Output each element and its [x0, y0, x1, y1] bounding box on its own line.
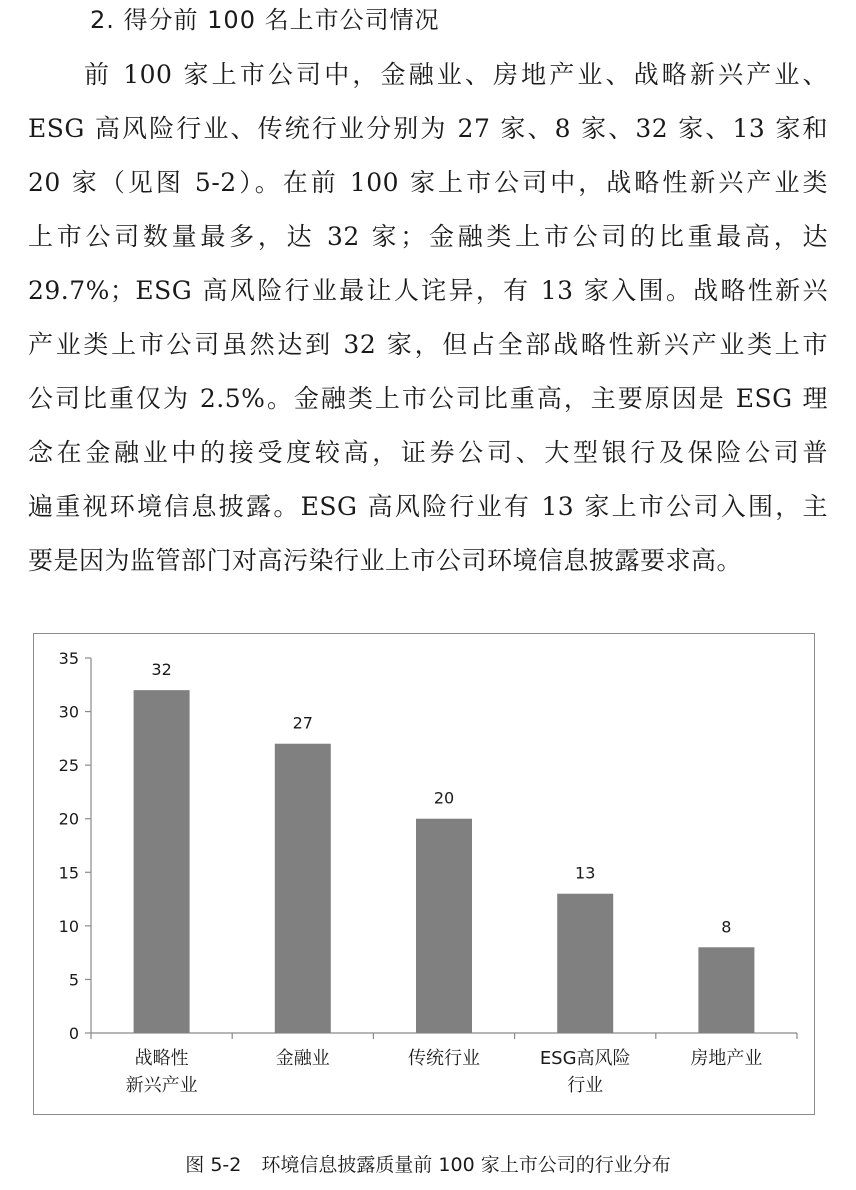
x-category-label: 传统行业	[408, 1048, 480, 1069]
paragraph-line: 29.7%；ESG 高风险行业最让人诧异，有 13 家入围。战略性新兴	[28, 276, 828, 305]
data-label: 20	[433, 788, 455, 808]
bar	[416, 819, 472, 1033]
bar	[275, 744, 331, 1033]
figure-title: 环境信息披露质量前 100 家上市公司的行业分布	[261, 1154, 671, 1176]
bar-chart	[33, 633, 815, 1115]
paragraph-line: 公司比重仅为 2.5%。金融类上市公司比重高，主要原因是 ESG 理	[28, 384, 828, 413]
y-tick-label: 5	[68, 970, 79, 990]
data-label: 27	[292, 713, 313, 733]
paragraph-line: 前 100 家上市公司中，金融业、房地产业、战略新兴产业、	[84, 60, 828, 89]
paragraph-line: 念在金融业中的接受度较高，证券公司、大型银行及保险公司普	[28, 438, 828, 467]
bar	[698, 947, 754, 1033]
x-category-label: ESG高风险	[539, 1048, 631, 1069]
figure-caption	[0, 1150, 856, 1180]
y-tick-label: 20	[58, 809, 79, 829]
paragraph-line: 产业类上市公司虽然达到 32 家，但占全部战略性新兴产业类上市	[28, 330, 828, 359]
y-tick-label: 25	[58, 756, 79, 776]
x-category-label: 战略性	[134, 1048, 189, 1069]
bar	[134, 690, 190, 1033]
paragraph-line: 上市公司数量最多，达 32 家；金融类上市公司的比重最高，达	[28, 222, 828, 251]
chart-svg	[34, 634, 814, 1114]
paragraph-line: 遍重视环境信息披露。ESG 高风险行业有 13 家上市公司入围，主	[28, 492, 828, 521]
data-label: 32	[151, 660, 172, 680]
y-tick-label: 10	[58, 916, 79, 936]
y-tick-label: 0	[68, 1024, 79, 1043]
section-heading: 2. 得分前 100 名上市公司情况	[90, 6, 440, 34]
data-label: 8	[721, 917, 732, 937]
x-category-label: 新兴产业	[125, 1075, 198, 1096]
y-tick-label: 30	[58, 702, 79, 722]
bar	[557, 894, 613, 1033]
paragraph-line: 要是因为监管部门对高污染行业上市公司环境信息披露要求高。	[28, 546, 743, 575]
body-paragraph	[28, 48, 828, 588]
paragraph-line: ESG 高风险行业、传统行业分别为 27 家、8 家、32 家、13 家和	[28, 114, 828, 143]
data-label: 13	[575, 863, 596, 883]
paragraph-line: 20 家（见图 5-2）。在前 100 家上市公司中，战略性新兴产业类	[28, 168, 828, 197]
y-tick-label: 35	[58, 649, 79, 668]
x-category-label: 金融业	[275, 1048, 330, 1069]
y-tick-label: 15	[58, 863, 79, 883]
x-category-label: 行业	[567, 1075, 604, 1096]
x-category-label: 房地产业	[690, 1048, 763, 1069]
figure-number: 图 5-2	[185, 1154, 242, 1176]
